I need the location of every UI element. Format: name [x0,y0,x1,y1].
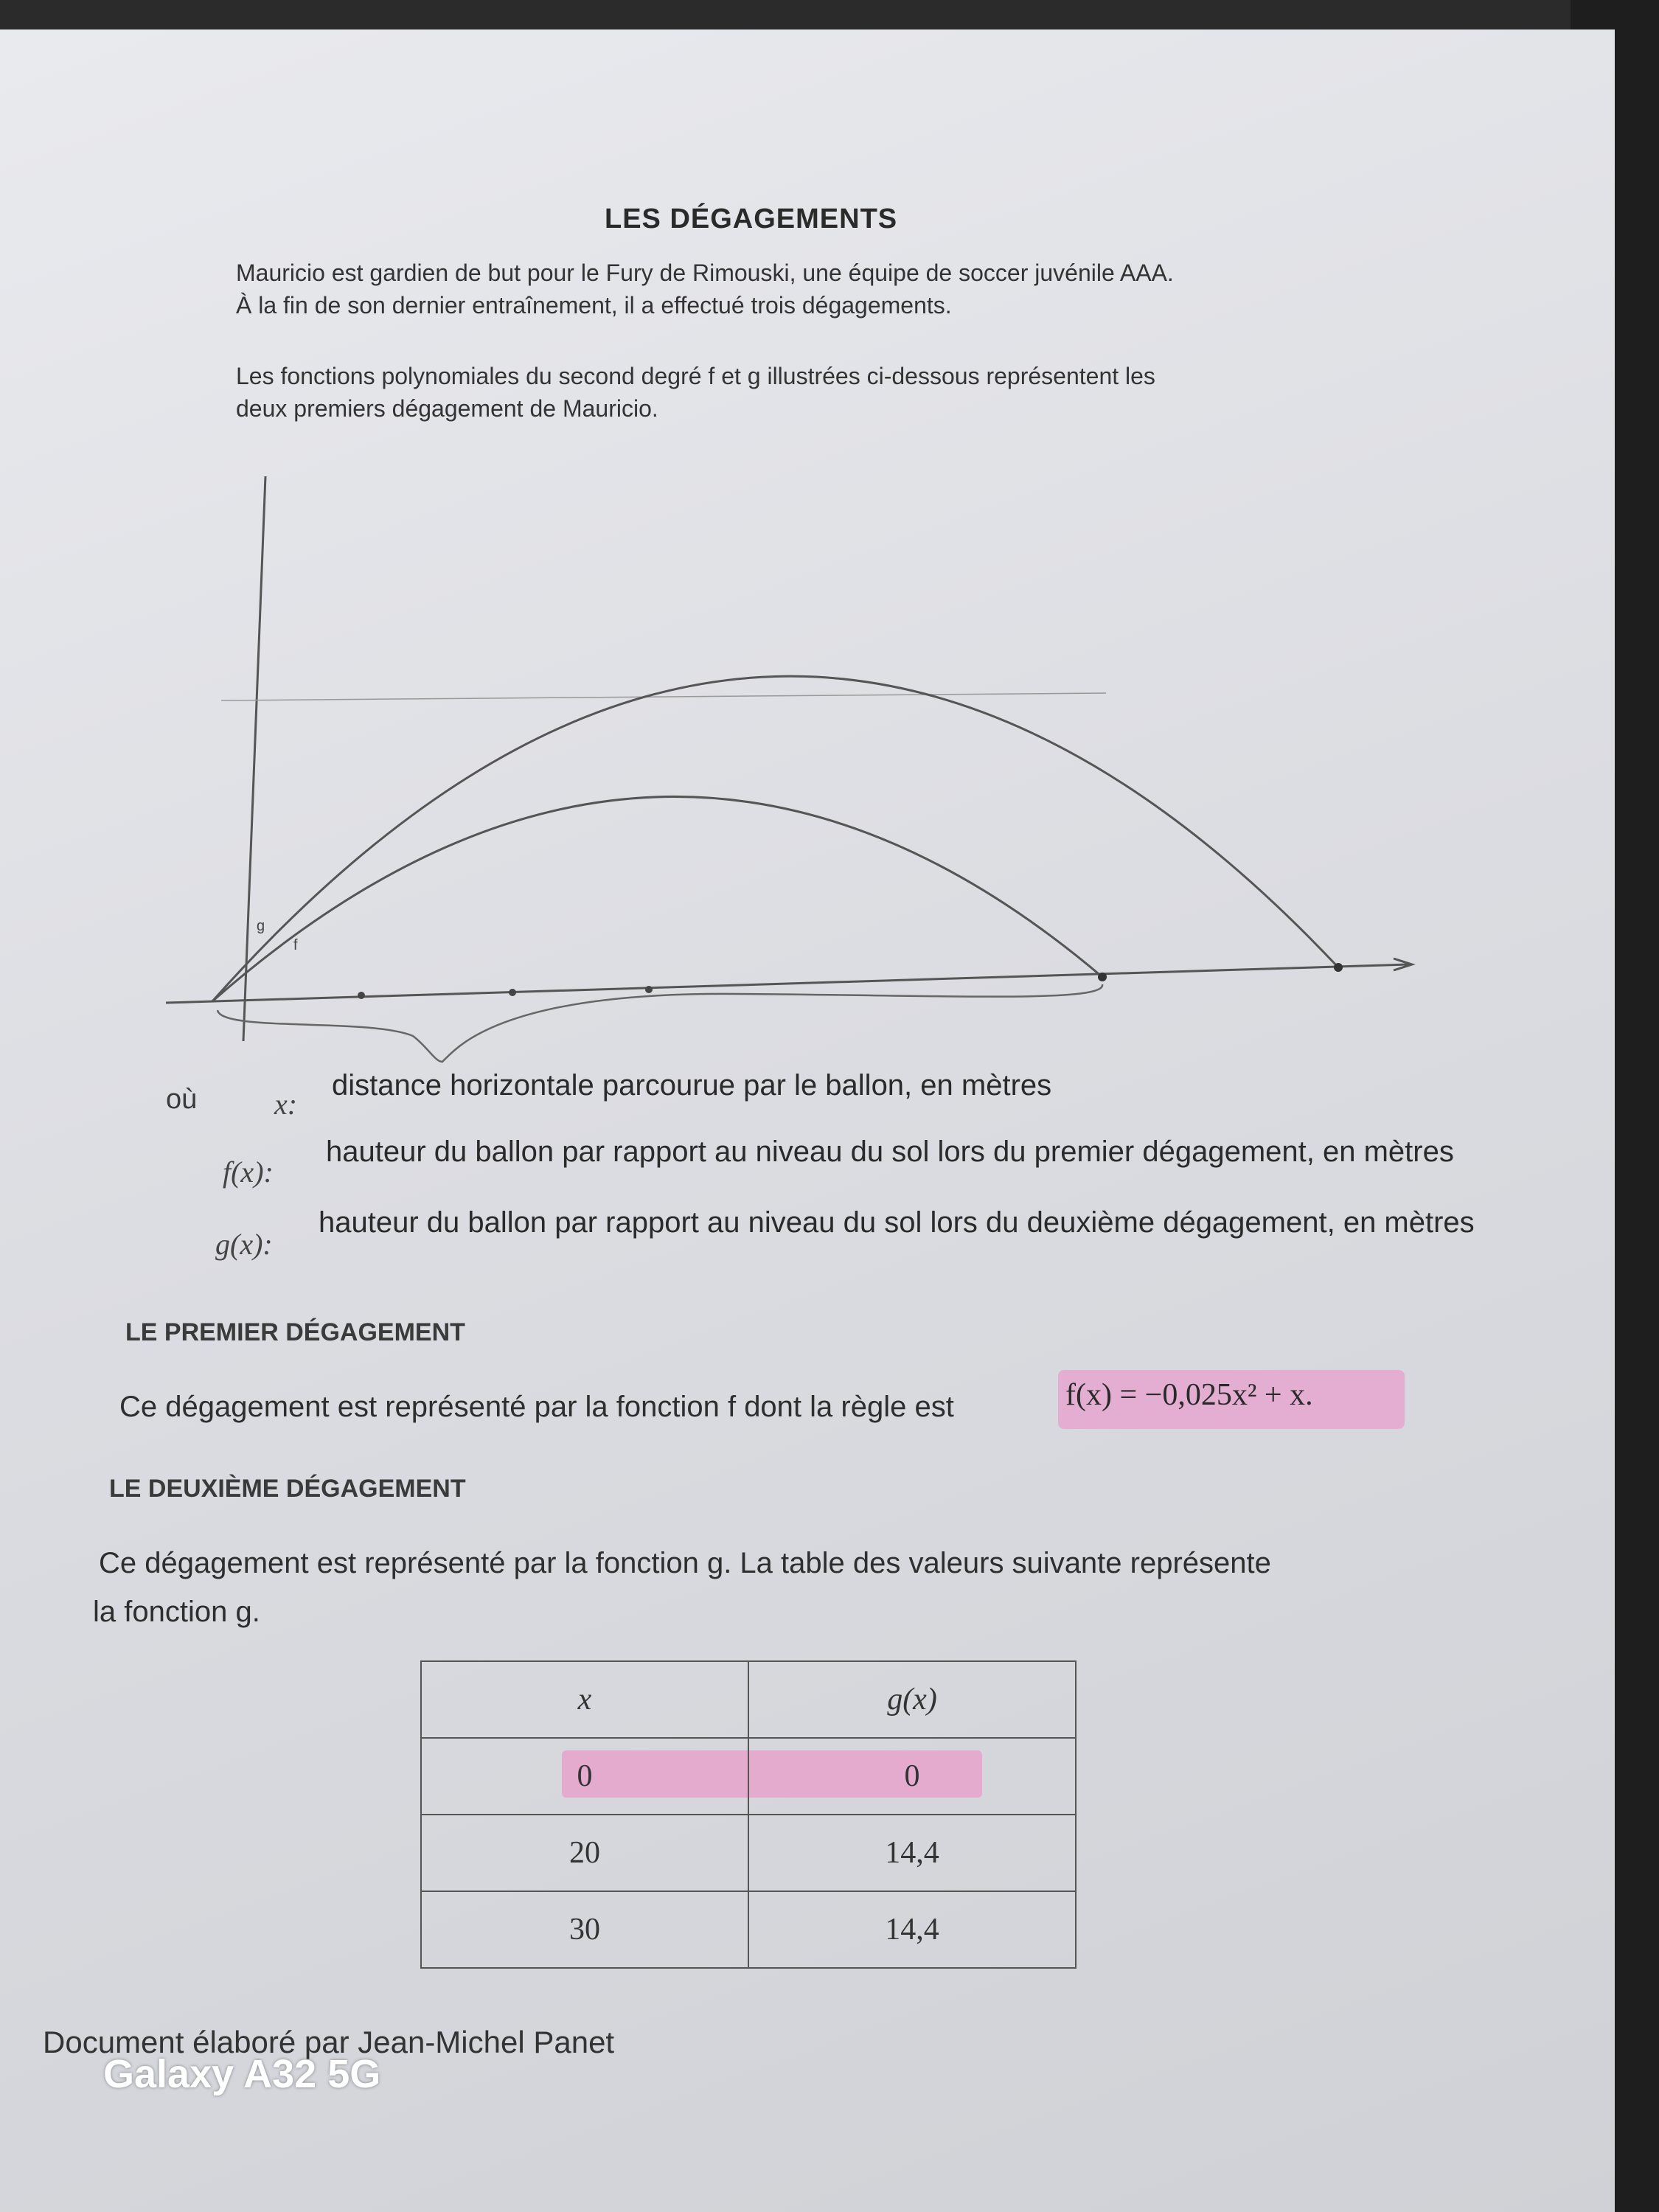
curve-label-f: f [293,937,298,953]
document-footer: Document élaboré par Jean-Michel Panet [43,2025,615,2059]
table-cell-gx: 14,4 [748,1891,1076,1968]
first-clearance-text: Ce dégagement est représenté par la fonction f dont la règle est [119,1391,954,1423]
heading-second-clearance: LE DEUXIÈME DÉGAGEMENT [109,1475,466,1503]
table-row [421,1738,1076,1815]
camera-watermark: Galaxy A32 5G [103,2052,381,2096]
intro-line-1: Mauricio est gardien de but pour le Fury de Rimouski, une équipe de soccer juvénile AAA. [236,260,1174,286]
gridline [221,693,1106,700]
table-cell-gx: 0 [748,1738,1076,1815]
table-cell-x: 20 [421,1815,748,1891]
table-cell-gx: 14,4 [748,1815,1076,1891]
table-row [421,1891,1076,1968]
intro-line-2: À la fin de son dernier entraînement, il a effectué trois dégagements. [236,292,952,319]
brace-annotation [218,984,1102,1062]
heading-first-clearance: LE PREMIER DÉGAGEMENT [125,1318,465,1346]
legend-desc-x: distance horizontale parcourue par le ballon, en mètres [332,1069,1052,1102]
legend-var-f: f(x): [223,1155,274,1189]
intro-line-4: deux premiers dégagement de Mauricio. [236,395,658,422]
table-header-x: x [421,1661,748,1738]
x-axis-point [645,986,653,993]
legend-var-x: x: [274,1088,298,1121]
curve-f [212,796,1102,1001]
legend-desc-g: hauteur du ballon par rapport au niveau du sol lors du deuxième dégagement, en mètres [319,1206,1475,1239]
curve-g [212,676,1338,1001]
second-clearance-text-1: Ce dégagement est représenté par la fonction g. La table des valeurs suivante représente [99,1547,1271,1579]
intro-line-3: Les fonctions polynomiales du second degré f et g illustrées ci-dessous représentent les [236,363,1155,389]
x-axis-point [1334,963,1343,972]
page-title: LES DÉGAGEMENTS [605,204,898,234]
legend-var-g: g(x): [215,1228,273,1261]
x-axis [166,964,1410,1003]
legend-desc-f: hauteur du ballon par rapport au niveau du sol lors du premier dégagement, en mètres [326,1135,1454,1168]
table-cell-x: 0 [421,1738,748,1815]
x-axis-point [1098,973,1107,981]
table-header-row [421,1661,1076,1738]
table-header-gx: g(x) [748,1661,1076,1738]
values-table [420,1660,1077,1969]
second-clearance-text-2: la fonction g. [93,1596,260,1628]
legend-ou: où [166,1084,198,1115]
x-axis-point [358,992,365,999]
function-rule-f: f(x) = −0,025x² + x. [1065,1378,1313,1412]
table-row [421,1815,1076,1891]
x-axis-point [509,989,516,996]
curve-label-g: g [257,918,265,934]
table-cell-x: 30 [421,1891,748,1968]
